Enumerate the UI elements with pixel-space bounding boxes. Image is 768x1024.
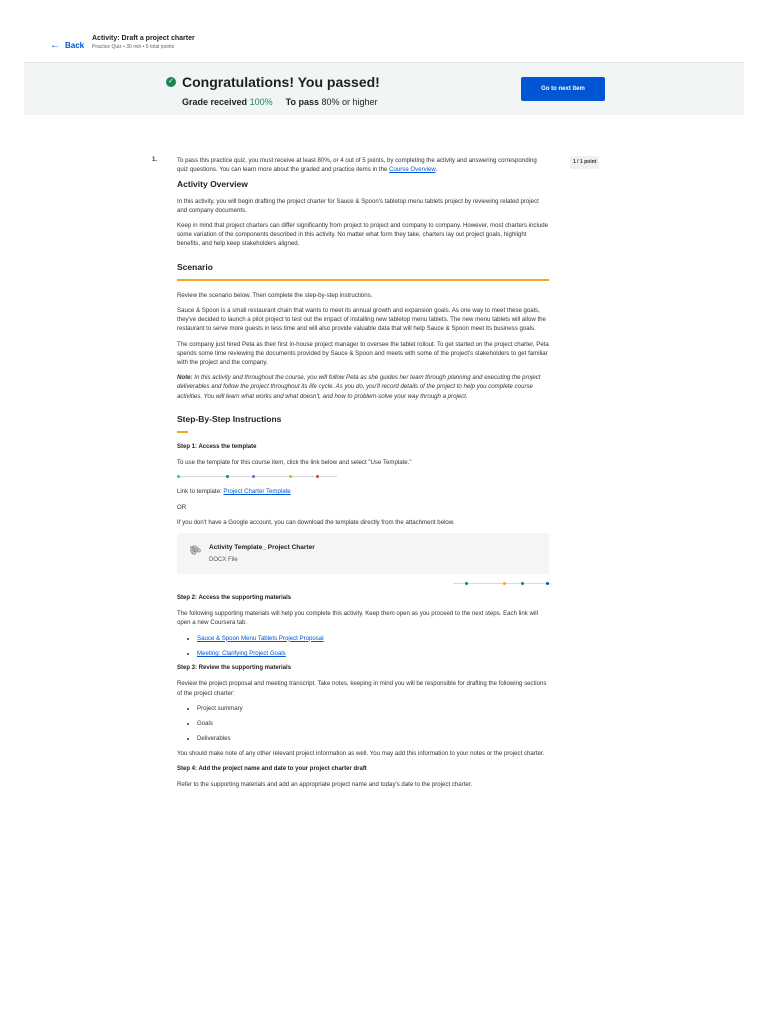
instructions-heading: Step-By-Step Instructions — [177, 413, 282, 424]
step-3-heading: Step 3: Review the supporting materials — [177, 665, 292, 672]
scenario-heading: Scenario — [177, 261, 213, 272]
decorative-dots-divider-2 — [453, 580, 553, 586]
decorative-dots-divider — [177, 473, 337, 479]
note-paragraph — [177, 373, 549, 401]
activity-overview-heading: Activity Overview — [177, 179, 248, 190]
dot — [252, 475, 255, 478]
dot — [465, 582, 468, 585]
course-overview-link[interactable]: Course Overview — [389, 166, 436, 174]
question-content — [152, 156, 597, 795]
dot — [316, 475, 319, 478]
note-label: Note: — [177, 374, 193, 382]
list-item: • Project summary — [197, 704, 549, 713]
scenario-paragraph-2: Sauce & Spoon is a small restaurant chain that wants to meet its annual growth and expansion goals. As one way to meet these goals, they've decided to launch a pilot project to test out the impact of installing new tabletop menu tablets. The new menu tablets will allow the restaurant to serve more guests in less time and will also provide valuable data that will help Sauce & Spoon meet its business goals. — [177, 307, 546, 333]
dot — [521, 582, 524, 585]
attachment-name: Activity Template_ Project Charter — [209, 544, 315, 552]
list-item: • Deliverables — [197, 734, 549, 743]
step-1-paragraph-1: To use the template for this course item, click the link below and select "Use Template." — [177, 459, 412, 467]
charter-sections-list — [177, 704, 549, 744]
scenario-paragraph-1: Review the scenario below. Then complete the step-by-step instructions. — [177, 291, 373, 299]
top-bar — [0, 0, 768, 62]
go-to-next-item-button[interactable]: Go to next item — [521, 77, 605, 101]
list-item — [197, 649, 549, 658]
grade-summary — [182, 97, 378, 107]
scenario-paragraph-3: The company just hired Peta as their first in-house project manager to oversee the tablet rollout. To get started on the project charter, Peta spends some time reviewing the documents provided by Sauce & Spoon and meets with some of the project's stakeholders to get familiar with the project and the company. — [177, 340, 549, 367]
intro-text: To pass this practice quiz, you must receive at least 80%, or 4 out of 5 points, by completing the activity and answering corresponding quiz questions. You can learn more about the graded and practice items in the — [177, 157, 537, 174]
passed-message — [166, 74, 380, 90]
step-2-paragraph-1: The following supporting materials will help you complete this activity. Keep them open as you proceed to the next steps. Each link will open a new Coursera tab. — [177, 610, 538, 627]
passed-text: Congratulations! You passed! — [182, 74, 380, 90]
points-badge: 1 / 1 point — [570, 156, 599, 169]
dot — [289, 475, 292, 478]
template-link-label: Link to template: — [177, 488, 224, 496]
question-number: 1. — [152, 157, 158, 163]
list-item — [197, 634, 549, 643]
step-3-paragraph-2: You should make note of any other relevant project information as well. You may add this information to your notes or the project charter. — [177, 750, 545, 758]
item-title: Activity: Draft a project charter — [92, 35, 195, 42]
step-4-heading: Step 4: Add the project name and date to your project charter draft — [177, 765, 367, 772]
note-text: In this activity and throughout the course, you will follow Peta as she guides her team through planning and executing the project deliverables and follow the project throughout its life cycle. As you do, you'll record details of the project to help you complete course activities. You will learn what works and what doesn't, and how to problem-solve your way through a project. — [177, 374, 541, 400]
back-label: Back — [65, 41, 85, 50]
grade-label: Grade received — [182, 97, 248, 107]
template-link-paragraph — [177, 487, 549, 496]
scenario-divider — [177, 279, 549, 281]
attachment-type: DOCX File — [209, 557, 238, 564]
intro-paragraph — [177, 156, 549, 174]
item-header — [92, 35, 195, 50]
instructions-divider — [177, 431, 188, 433]
result-banner — [24, 62, 744, 115]
project-proposal-link[interactable]: Sauce & Spoon Menu Tablets Project Proposal — [197, 634, 324, 642]
list-item: • Goals — [197, 719, 549, 728]
meeting-goals-link[interactable]: Meeting: Clarifying Project Goals — [197, 649, 286, 657]
overview-paragraph-1: In this activity, you will begin drafting the project charter for Sauce & Spoon's tabletop menu tablets project by reviewing related project and company documents. — [177, 197, 539, 214]
step-2-heading: Step 2: Access the supporting materials — [177, 595, 292, 602]
paperclip-icon: 🖇 — [186, 542, 204, 559]
pass-value: 80% or higher — [321, 97, 378, 107]
step-1-paragraph-2: If you don't have a Google account, you can download the template directly from the attachment below. — [177, 518, 455, 526]
intro-end: . — [435, 166, 438, 174]
back-button[interactable] — [50, 40, 84, 51]
step-4-paragraph-1: Refer to the supporting materials and add an appropriate project name and today's date to the project charter. — [177, 780, 473, 788]
attachment-card[interactable] — [177, 533, 549, 574]
arrow-left-icon: ← — [50, 40, 60, 51]
or-text: OR — [177, 503, 187, 511]
dot — [546, 582, 549, 585]
dots-line — [177, 476, 337, 477]
project-charter-template-link[interactable]: Project Charter Template — [223, 488, 291, 496]
step-1-heading: Step 1: Access the template — [177, 444, 257, 451]
grade-value: 100% — [249, 97, 273, 107]
check-circle-icon: ✓ — [166, 77, 176, 87]
item-subtitle: Practice Quiz • 30 min • 5 total points — [92, 44, 175, 50]
dot — [177, 475, 180, 478]
dot — [503, 582, 506, 585]
overview-paragraph-2: Keep in mind that project charters can differ significantly from project to project and company to company. However, most charters include some variation of the components described in this activity. No matter what form they take, charters lay out project goals, highlight benefits, and help keep stakeholders aligned. — [177, 222, 548, 248]
supporting-materials-list — [177, 634, 549, 658]
dot — [226, 475, 229, 478]
step-3-paragraph-1: Review the project proposal and meeting transcript. Take notes, keeping in mind you will be responsible for drafting the following sections of the project charter: — [177, 680, 547, 697]
pass-label: To pass — [285, 97, 319, 107]
